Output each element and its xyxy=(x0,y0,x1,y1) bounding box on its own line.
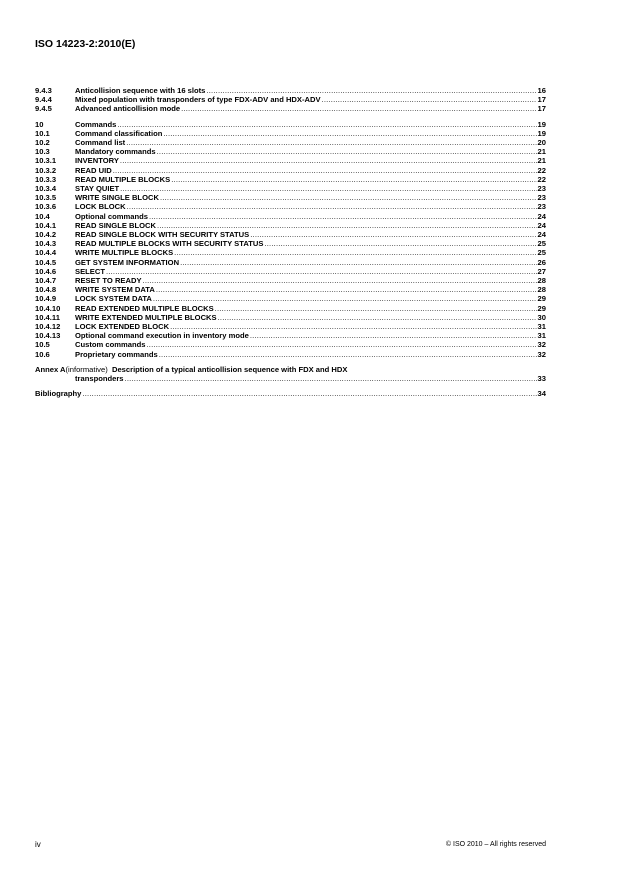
toc-entry-title: LOCK BLOCK xyxy=(75,202,126,212)
toc-entry-title: Mixed population with transponders of type FDX-ADV and HDX-ADV xyxy=(75,95,321,105)
toc-entry-number: 10.3.3 xyxy=(35,174,57,184)
toc-entry-number: 10.4.11 xyxy=(35,312,60,322)
toc-entry[interactable] xyxy=(35,166,546,175)
toc-entry-number: 10.4.9 xyxy=(35,294,57,304)
toc-entry-page: 26 xyxy=(537,257,546,267)
toc-entry[interactable] xyxy=(35,258,546,267)
toc-entry-page: 23 xyxy=(537,202,546,212)
toc-entry-title: SELECT xyxy=(75,266,105,276)
toc-entry-page: 23 xyxy=(537,184,546,194)
toc-entry-title: GET SYSTEM INFORMATION xyxy=(75,257,180,267)
toc-entry-page: 16 xyxy=(537,86,546,95)
toc-entry-title: Mandatory commands xyxy=(75,147,156,157)
toc-leader-dots xyxy=(157,221,537,230)
toc-entry-number: 10.3.2 xyxy=(35,165,57,175)
document-header: ISO 14223-2:2010(E) xyxy=(35,38,136,50)
toc-entry-page: 17 xyxy=(537,104,546,114)
toc-leader-dots xyxy=(180,258,536,267)
bibliography-title: Bibliography xyxy=(35,389,82,399)
toc-entry-title: READ SINGLE BLOCK WITH SECURITY STATUS xyxy=(75,230,250,240)
toc-entry-number: 10.4 xyxy=(35,211,50,221)
toc-entry-page: 32 xyxy=(537,349,546,359)
toc-entry-page: 22 xyxy=(537,174,546,184)
toc-entry[interactable] xyxy=(35,221,546,230)
annex-title-line1: Description of a typical anticollision sequence with FDX and HDX xyxy=(107,364,348,374)
toc-entry-number: 10.3.5 xyxy=(35,193,57,203)
annex-title-line2: transponders xyxy=(75,374,124,384)
toc-group-section-10 xyxy=(35,120,546,359)
toc-entry[interactable] xyxy=(35,230,546,239)
toc-entry-number: 10.4.7 xyxy=(35,276,57,286)
toc-leader-dots xyxy=(153,294,537,303)
toc-entry-page: 19 xyxy=(537,119,546,129)
toc-entry-number: 9.4.3 xyxy=(35,86,52,95)
toc-entry-title: Optional command execution in inventory mode xyxy=(75,331,249,341)
toc-entry[interactable] xyxy=(35,276,546,285)
annex-qualifier: (informative) xyxy=(65,364,108,374)
toc-entry[interactable] xyxy=(35,95,546,104)
toc-entry-title: READ MULTIPLE BLOCKS xyxy=(75,174,171,184)
toc-entry-title: Optional commands xyxy=(75,211,148,221)
toc-entry[interactable] xyxy=(35,350,546,359)
toc-entry-number: 10.3 xyxy=(35,147,50,157)
toc-entry[interactable] xyxy=(35,156,546,165)
toc-entry-page: 21 xyxy=(537,156,546,166)
toc-leader-dots xyxy=(322,95,537,104)
toc-entry-number: 10.5 xyxy=(35,340,50,350)
toc-entry-page: 27 xyxy=(537,266,546,276)
page-number: iv xyxy=(35,840,41,849)
toc-entry-title: Anticollision sequence with 16 slots xyxy=(75,86,206,95)
toc-leader-dots xyxy=(264,239,536,248)
toc-leader-dots xyxy=(156,285,537,294)
toc-entry[interactable] xyxy=(35,104,546,113)
toc-leader-dots xyxy=(170,322,536,331)
toc-leader-dots xyxy=(159,350,537,359)
toc-entry-number: 10.3.1 xyxy=(35,156,57,166)
toc-entry[interactable] xyxy=(35,285,546,294)
toc-entry-title: READ MULTIPLE BLOCKS WITH SECURITY STATUS xyxy=(75,239,264,249)
toc-leader-dots xyxy=(206,86,536,95)
toc-entry-page: 32 xyxy=(537,340,546,350)
toc-entry-title: LOCK SYSTEM DATA xyxy=(75,294,152,304)
toc-entry-number: 10.6 xyxy=(35,349,50,359)
toc-entry[interactable] xyxy=(35,267,546,276)
toc-entry-number: 10.4.12 xyxy=(35,322,61,332)
toc-entry-title: WRITE SYSTEM DATA xyxy=(75,285,155,295)
toc-entry-title: Command list xyxy=(75,138,126,148)
toc-entry-number: 10.4.3 xyxy=(35,239,57,249)
toc-entry[interactable] xyxy=(35,184,546,193)
toc-entry-title: Commands xyxy=(75,119,117,129)
toc-entry[interactable] xyxy=(35,193,546,202)
toc-entry-bibliography[interactable] xyxy=(35,389,546,398)
toc-entry-title: WRITE MULTIPLE BLOCKS xyxy=(75,248,174,258)
toc-leader-dots xyxy=(113,166,537,175)
toc-leader-dots xyxy=(215,304,537,313)
toc-entry-number: 10.1 xyxy=(35,128,50,138)
toc-entry-number: 10.3.6 xyxy=(35,202,57,212)
toc-leader-dots xyxy=(157,147,537,156)
toc-entry-page: 20 xyxy=(537,138,546,148)
toc-entry[interactable] xyxy=(35,212,546,221)
toc-entry-page: 21 xyxy=(537,147,546,157)
toc-entry-page: 24 xyxy=(537,230,546,240)
toc-entry-page: 28 xyxy=(537,285,546,295)
toc-group-section-9 xyxy=(35,86,546,114)
toc-entry-number: 10.4.1 xyxy=(35,220,57,230)
toc-leader-dots xyxy=(250,331,537,340)
toc-entry-title: READ EXTENDED MULTIPLE BLOCKS xyxy=(75,303,214,313)
toc-entry-page: 30 xyxy=(537,312,546,322)
toc-entry-number: 10.4.4 xyxy=(35,248,57,258)
toc-entry-title: Command classification xyxy=(75,128,163,138)
toc-entry[interactable] xyxy=(35,202,546,211)
toc-entry[interactable] xyxy=(35,304,546,313)
toc-leader-dots xyxy=(120,184,536,193)
toc-leader-dots xyxy=(146,340,536,349)
toc-leader-dots xyxy=(218,313,537,322)
toc-entry[interactable] xyxy=(35,322,546,331)
toc-entry[interactable] xyxy=(35,294,546,303)
toc-entry-page: 22 xyxy=(537,165,546,175)
toc-entry-title: Advanced anticollision mode xyxy=(75,104,181,114)
toc-entry[interactable] xyxy=(35,248,546,257)
toc-entry-page: 19 xyxy=(537,128,546,138)
toc-entry-page: 25 xyxy=(537,248,546,258)
toc-entry[interactable] xyxy=(35,175,546,184)
toc-leader-dots xyxy=(149,212,537,221)
toc-entry[interactable] xyxy=(35,129,546,138)
toc-entry-page: 25 xyxy=(537,239,546,249)
toc-entry-annex-a[interactable] xyxy=(35,365,546,383)
toc-entry[interactable] xyxy=(35,239,546,248)
toc-leader-dots xyxy=(143,276,537,285)
toc-leader-dots xyxy=(127,202,537,211)
toc-entry-title: WRITE SINGLE BLOCK xyxy=(75,193,159,203)
toc-entry-title: INVENTORY xyxy=(75,156,119,166)
toc-entry-number: 9.4.5 xyxy=(35,104,52,114)
toc-leader-dots xyxy=(126,138,536,147)
toc-entry-page: 29 xyxy=(537,294,546,304)
toc-leader-dots xyxy=(174,248,536,257)
toc-entry-number: 10.4.8 xyxy=(35,285,57,295)
toc-entry-number: 10.4.6 xyxy=(35,266,57,276)
toc-entry-page: 24 xyxy=(537,220,546,230)
toc-entry-title: READ UID xyxy=(75,165,112,175)
toc-leader-dots xyxy=(117,120,536,129)
toc-entry-title: STAY QUIET xyxy=(75,184,120,194)
toc-entry-number: 10.4.13 xyxy=(35,331,61,341)
annex-page: 33 xyxy=(537,374,546,384)
table-of-contents xyxy=(35,86,546,399)
toc-entry-number: 10 xyxy=(35,119,44,129)
annex-label: Annex A xyxy=(35,364,66,374)
toc-leader-dots xyxy=(120,156,537,165)
toc-entry-number: 10.3.4 xyxy=(35,184,57,194)
toc-entry[interactable] xyxy=(35,120,546,129)
toc-leader-dots xyxy=(160,193,537,202)
toc-entry-number: 10.2 xyxy=(35,138,50,148)
toc-entry[interactable] xyxy=(35,86,546,95)
toc-entry-page: 23 xyxy=(537,193,546,203)
toc-leader-dots xyxy=(163,129,536,138)
toc-entry[interactable] xyxy=(35,331,546,340)
toc-entry-title: WRITE EXTENDED MULTIPLE BLOCKS xyxy=(75,312,217,322)
toc-entry-title: Custom commands xyxy=(75,340,146,350)
toc-entry-page: 17 xyxy=(537,95,546,105)
toc-entry-title: RESET TO READY xyxy=(75,276,142,286)
toc-leader-dots xyxy=(106,267,537,276)
toc-entry-number: 9.4.4 xyxy=(35,95,52,105)
toc-entry-title: READ SINGLE BLOCK xyxy=(75,220,157,230)
toc-leader-dots xyxy=(171,175,536,184)
toc-entry[interactable] xyxy=(35,313,546,322)
toc-entry-title: LOCK EXTENDED BLOCK xyxy=(75,322,170,332)
toc-leader-dots xyxy=(181,104,536,113)
toc-entry-number: 10.4.10 xyxy=(35,303,61,313)
toc-entry[interactable] xyxy=(35,147,546,156)
bibliography-page: 34 xyxy=(537,389,546,399)
toc-entry-number: 10.4.5 xyxy=(35,257,57,267)
toc-leader-dots xyxy=(82,389,536,398)
toc-entry-title: Proprietary commands xyxy=(75,349,158,359)
copyright-notice: © ISO 2010 – All rights reserved xyxy=(445,841,546,848)
toc-entry-page: 28 xyxy=(537,276,546,286)
toc-entry-page: 31 xyxy=(537,322,546,332)
toc-leader-dots xyxy=(125,374,537,383)
toc-entry[interactable] xyxy=(35,138,546,147)
toc-entry-page: 24 xyxy=(537,211,546,221)
toc-entry-number: 10.4.2 xyxy=(35,230,57,240)
toc-entry-page: 29 xyxy=(537,303,546,313)
toc-leader-dots xyxy=(250,230,536,239)
toc-entry-page: 31 xyxy=(537,331,546,341)
toc-entry[interactable] xyxy=(35,340,546,349)
